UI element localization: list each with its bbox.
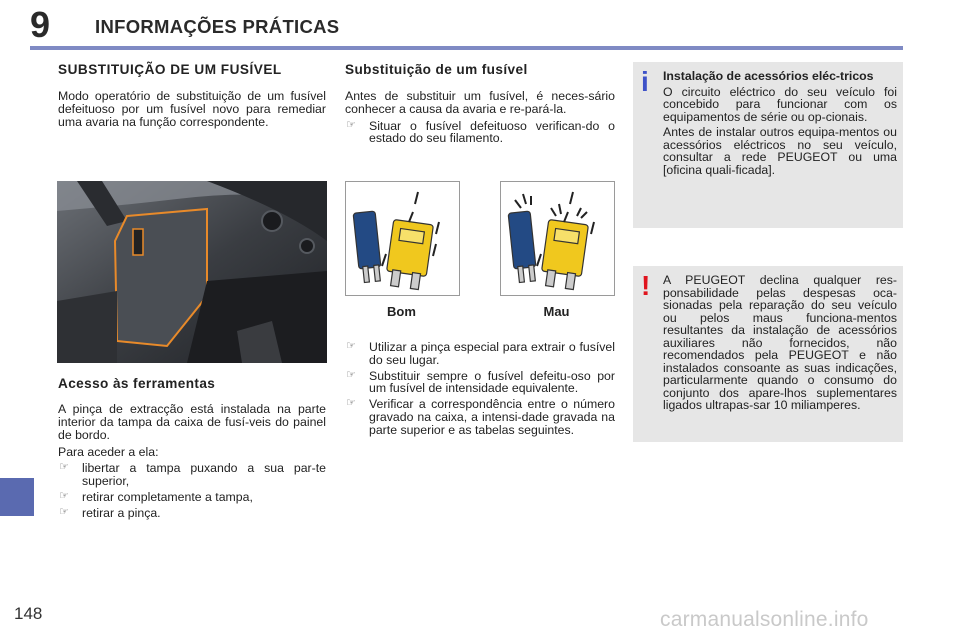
info-box bbox=[633, 62, 903, 228]
chapter-side-tab bbox=[0, 478, 34, 516]
info-box-paragraph: Antes de instalar outros equipa-mentos ou acessórios eléctricos no seu veículo, consultar a rede PEUGEOT ou uma [oficina quali-ficada]. bbox=[663, 125, 897, 177]
warning-icon: ! bbox=[641, 270, 651, 301]
replace-title: Substituição de um fusível bbox=[345, 62, 528, 77]
left-column-bottom bbox=[58, 376, 326, 522]
list-item: ☞ retirar completamente a tampa, bbox=[59, 489, 253, 504]
dashboard-photo-illustration bbox=[57, 181, 327, 363]
warning-box-text bbox=[663, 274, 897, 415]
replace-intro: Antes de substituir um fusível, é neces-sário conhecer a causa da avaria e re-pará-la. bbox=[345, 89, 615, 116]
pointing-hand-icon: ☞ bbox=[346, 397, 356, 410]
list-item: ☞ Utilizar a pinça especial para extrair o fusível do seu lugar. bbox=[346, 340, 615, 367]
fuse-bad-illustration bbox=[500, 181, 615, 296]
middle-column-top bbox=[345, 62, 615, 148]
page-number: 148 bbox=[14, 604, 43, 623]
list-item: ☞ Verificar a correspondência entre o número gravado na caixa, a intensi-dade gravada na parte superior e as tabelas seguintes. bbox=[346, 397, 615, 437]
blown-fuse-icon bbox=[501, 182, 614, 295]
glovebox-photo bbox=[57, 181, 327, 363]
list-item: ☞ Situar o fusível defeituoso verifican-do o estado do seu filamento. bbox=[346, 118, 615, 146]
replace-steps bbox=[345, 341, 615, 437]
intact-fuse-icon bbox=[346, 182, 459, 295]
info-box-paragraph: O circuito eléctrico do seu veículo foi concebido para funcionar com os equipamentos de série ou op-cionais. bbox=[663, 84, 897, 124]
pointing-hand-icon: ☞ bbox=[346, 340, 356, 352]
header-rule bbox=[30, 46, 903, 50]
access-text: A pinça de extracção está instalada na parte interior da tampa da caixa de fusí-veis do painel de bordo. bbox=[58, 402, 326, 442]
list-item: ☞ Substituir sempre o fusível defeitu-oso por um fusível de intensidade equivalente. bbox=[346, 368, 615, 396]
pointing-hand-icon: ☞ bbox=[59, 505, 69, 518]
access-lead: Para aceder a ela: bbox=[58, 445, 159, 460]
info-box-text bbox=[663, 70, 897, 179]
access-steps bbox=[58, 462, 326, 519]
middle-column-bottom bbox=[345, 341, 615, 440]
replace-first-step bbox=[345, 120, 615, 146]
pointing-hand-icon: ☞ bbox=[346, 368, 356, 381]
warning-box-paragraph: A PEUGEOT declina qualquer res-ponsabilidade pelas despesas oca-sionadas pela reparação do seu veículo ou pelos maus funciona-mentos resultantes da instalação de acessórios auxiliares não fornecidos, não recomendados pela PEUGEOT e não instalados consoante as suas indicações, particularmente quando o consumo do conjunto dos apare-lhos suplementares ligados ultrapas-sar 10 miliamperes. bbox=[663, 273, 897, 412]
left-column-top bbox=[58, 62, 326, 128]
watermark: carmanualsonline.info bbox=[660, 608, 869, 631]
chapter-number: 9 bbox=[30, 4, 51, 45]
section-intro: Modo operatório de substituição de um fusível defeituoso por um fusível novo para remediar uma avaria na função correspondente. bbox=[58, 89, 326, 129]
chapter-title: INFORMAÇÕES PRÁTICAS bbox=[95, 16, 340, 37]
info-box-title: Instalação de acessórios eléc-tricos bbox=[663, 69, 874, 83]
pointing-hand-icon: ☞ bbox=[59, 461, 69, 474]
pointing-hand-icon: ☞ bbox=[59, 489, 69, 502]
fuse-good-label: Bom bbox=[387, 304, 416, 319]
list-item: ☞ retirar a pinça. bbox=[59, 505, 161, 520]
pointing-hand-icon: ☞ bbox=[346, 118, 356, 131]
info-icon: i bbox=[641, 66, 649, 97]
warning-box bbox=[633, 266, 903, 442]
fuse-good-illustration bbox=[345, 181, 460, 296]
access-title: Acesso às ferramentas bbox=[58, 376, 216, 391]
fuse-bad-label: Mau bbox=[543, 304, 570, 319]
section-title: SUBSTITUIÇÃO DE UM FUSÍVEL bbox=[58, 62, 282, 77]
list-item: ☞ libertar a tampa puxando a sua par-te superior, bbox=[59, 461, 326, 488]
